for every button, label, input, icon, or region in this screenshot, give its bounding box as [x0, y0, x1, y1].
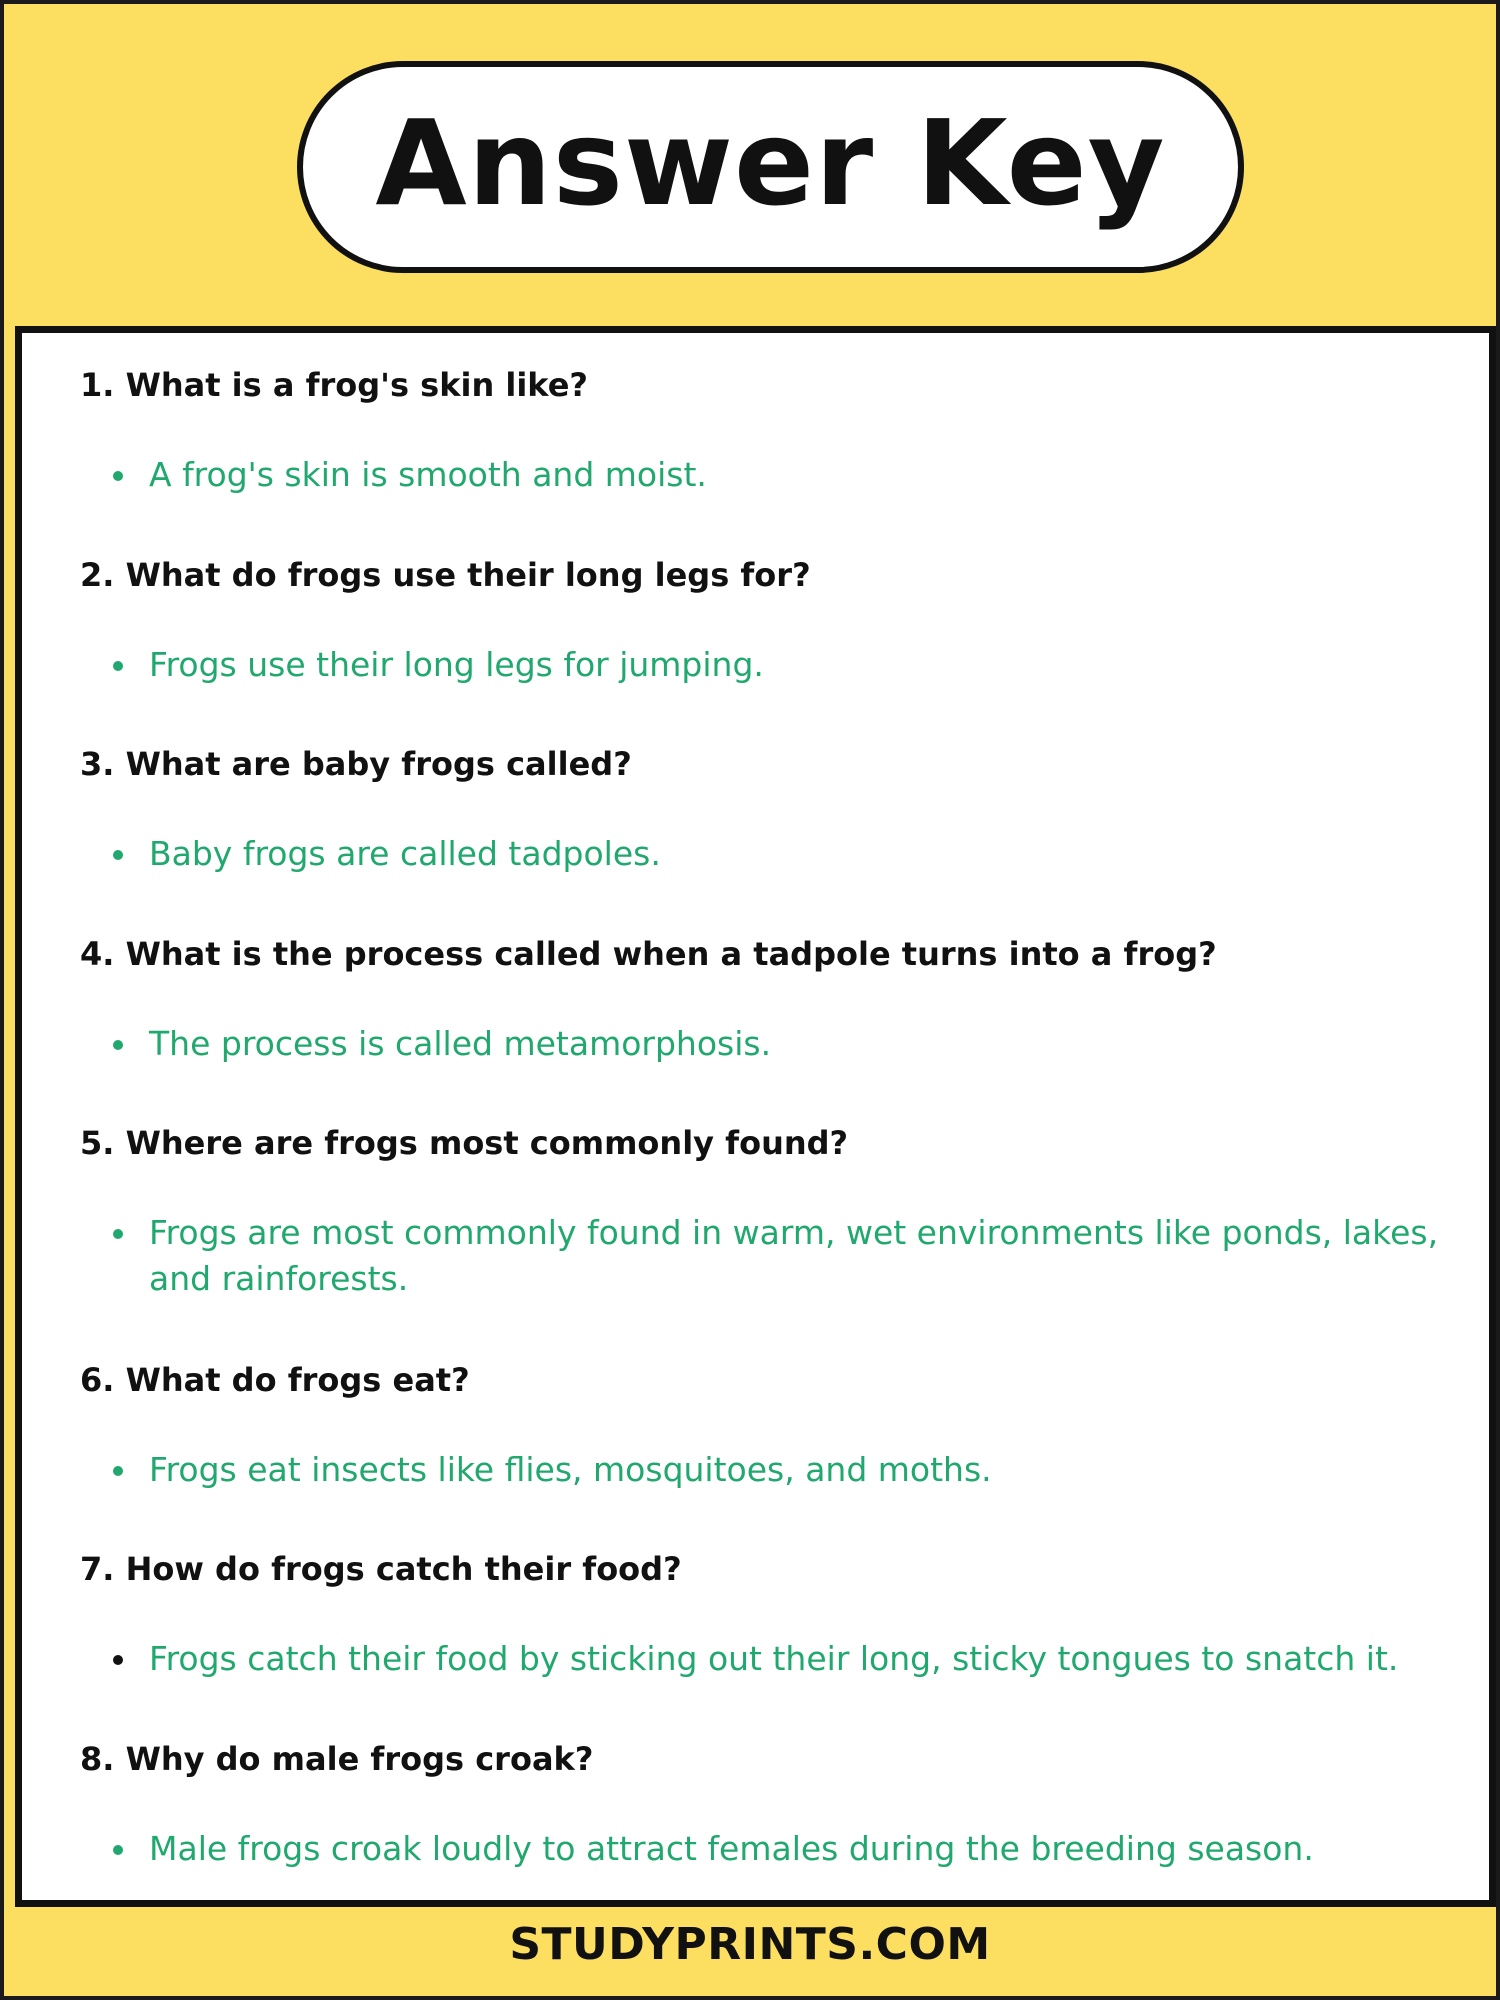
bullet-icon: [113, 661, 123, 671]
question-5: 5. Where are frogs most commonly found?: [80, 1124, 849, 1162]
bullet-icon: [113, 1845, 123, 1855]
footer-brand: STUDYPRINTS.COM: [509, 1919, 991, 1970]
bullet-icon: [113, 471, 123, 481]
bullet-icon: [113, 1655, 123, 1665]
question-7: 7. How do frogs catch their food?: [80, 1550, 682, 1588]
bullet-icon: [113, 1040, 123, 1050]
question-1: 1. What is a frog's skin like?: [80, 366, 588, 404]
answer-8: [113, 1826, 1453, 1872]
bullet-icon: [113, 1229, 123, 1239]
answer-7: [113, 1636, 1453, 1682]
title-banner: [297, 61, 1244, 273]
answer-2-text: Frogs use their long legs for jumping.: [149, 645, 764, 684]
answer-5-text: [149, 1210, 1438, 1302]
bullet-icon: [113, 850, 123, 860]
page-title: Answer Key: [375, 94, 1166, 232]
answer-5: [113, 1210, 1453, 1302]
answer-5-line-1: Frogs are most commonly found in warm, wet environments like ponds, lakes,: [149, 1213, 1439, 1252]
answer-5-line-2: and rainforests.: [149, 1259, 409, 1298]
question-6: 6. What do frogs eat?: [80, 1361, 470, 1399]
question-3: 3. What are baby frogs called?: [80, 745, 632, 783]
answer-list-panel: [15, 326, 1496, 1907]
answer-6: [113, 1447, 1453, 1493]
answer-1-text: A frog's skin is smooth and moist.: [149, 455, 707, 494]
answer-8-text: Male frogs croak loudly to attract females during the breeding season.: [149, 1829, 1314, 1868]
answer-3-text: Baby frogs are called tadpoles.: [149, 834, 661, 873]
answer-4: [113, 1021, 1453, 1067]
question-4: 4. What is the process called when a tadpole turns into a frog?: [80, 935, 1217, 973]
answer-1: [113, 452, 1453, 498]
bullet-icon: [113, 1466, 123, 1476]
qa-list: [22, 333, 1489, 1900]
answer-4-text: The process is called metamorphosis.: [149, 1024, 772, 1063]
answer-6-text: Frogs eat insects like flies, mosquitoes, and moths.: [149, 1450, 992, 1489]
question-8: 8. Why do male frogs croak?: [80, 1740, 594, 1778]
answer-7-text: Frogs catch their food by sticking out their long, sticky tongues to snatch it.: [149, 1639, 1399, 1678]
answer-3: [113, 831, 1453, 877]
question-2: 2. What do frogs use their long legs for?: [80, 556, 811, 594]
answer-2: [113, 642, 1453, 688]
